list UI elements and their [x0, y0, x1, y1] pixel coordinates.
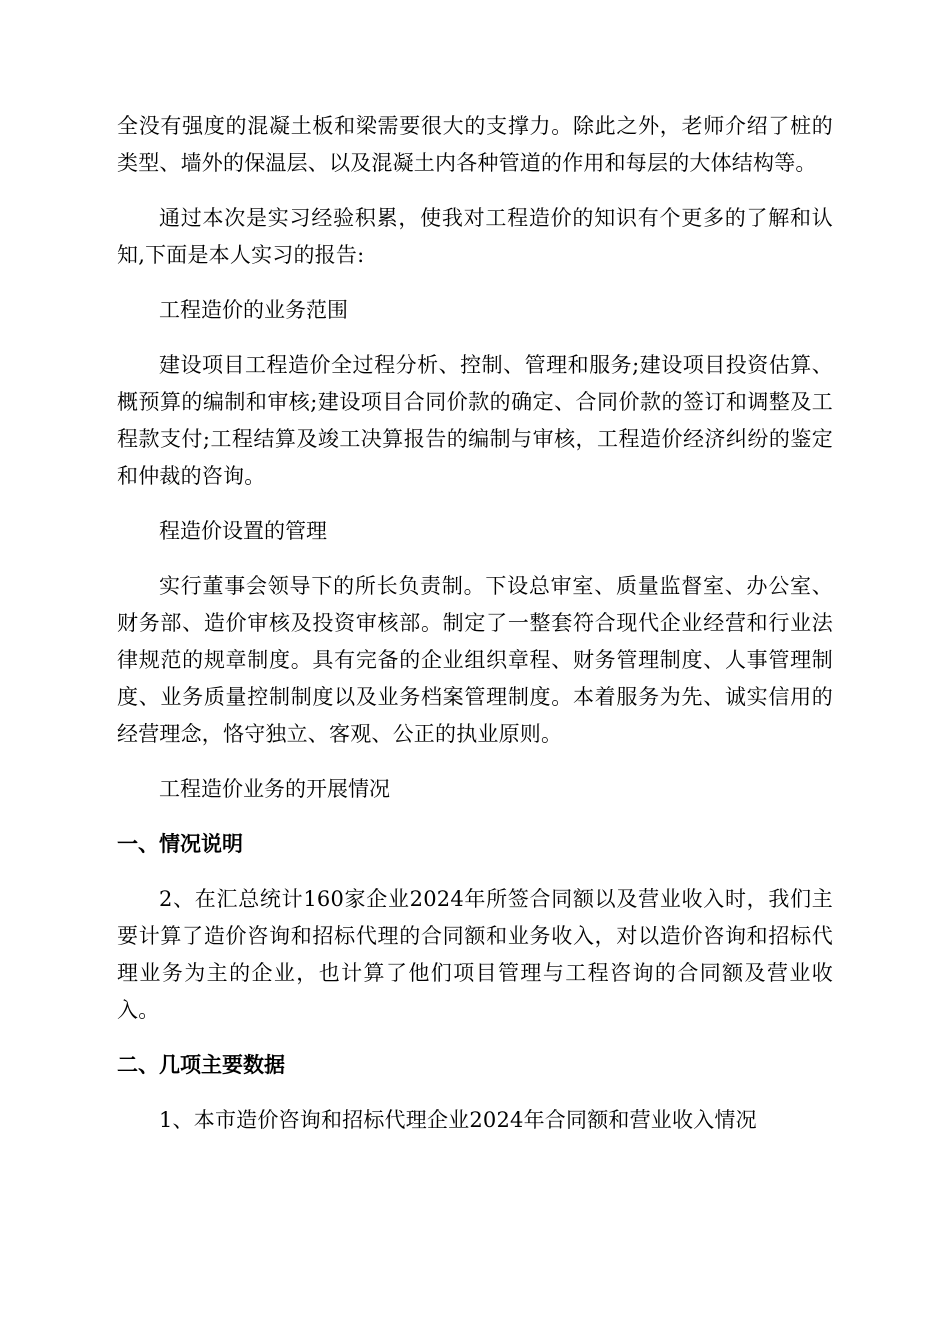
heading-business: 工程造价业务的开展情况 — [159, 777, 390, 801]
paragraph-management: 实行董事会领导下的所长负责制。下设总审室、质量监督室、办公室、财务部、造价审核及投资审核部。制定了一整套符合现代企业经营和行业法律规范的规章制度。具有完备的企业组织章程、财务管理制度、人事管理制度、业务质量控制制度以及业务档案管理制度。本着服务为先、诚实信用的经营理念，恪守独立、客观、公正的执业原则。 — [117, 574, 833, 746]
paragraph-section-2: 1、本市造价咨询和招标代理企业2024年合同额和营业收入情况 — [159, 1108, 757, 1132]
section-heading-1: 一、情况说明 — [117, 832, 243, 856]
paragraph-scope: 建设项目工程造价全过程分析、控制、管理和服务;建设项目投资估算、概预算的编制和审核;建设项目合同价款的确定、合同价款的签订和调整及工程款支付;工程结算及竣工决算报告的编制与审核，工程造价经济纠纷的鉴定和仲裁的咨询。 — [117, 353, 833, 488]
paragraph-continuation: 全没有强度的混凝土板和梁需要很大的支撑力。除此之外，老师介绍了桩的类型、墙外的保温层、以及混凝土内各种管道的作用和每层的大体结构等。 — [117, 114, 833, 175]
paragraph-intro: 通过本次是实习经验积累，使我对工程造价的知识有个更多的了解和认知,下面是本人实习的报告: — [117, 206, 833, 267]
document-page — [117, 108, 833, 1139]
section-heading-2: 二、几项主要数据 — [117, 1053, 285, 1077]
paragraph-section-1: 2、在汇总统计160家企业2024年所签合同额以及营业收入时，我们主要计算了造价咨询和招标代理的合同额和业务收入，对以造价咨询和招标代理业务为主的企业，也计算了他们项目管理与工程咨询的合同额及营业收入。 — [117, 887, 833, 1022]
heading-management: 程造价设置的管理 — [159, 519, 327, 543]
heading-scope: 工程造价的业务范围 — [159, 298, 348, 322]
